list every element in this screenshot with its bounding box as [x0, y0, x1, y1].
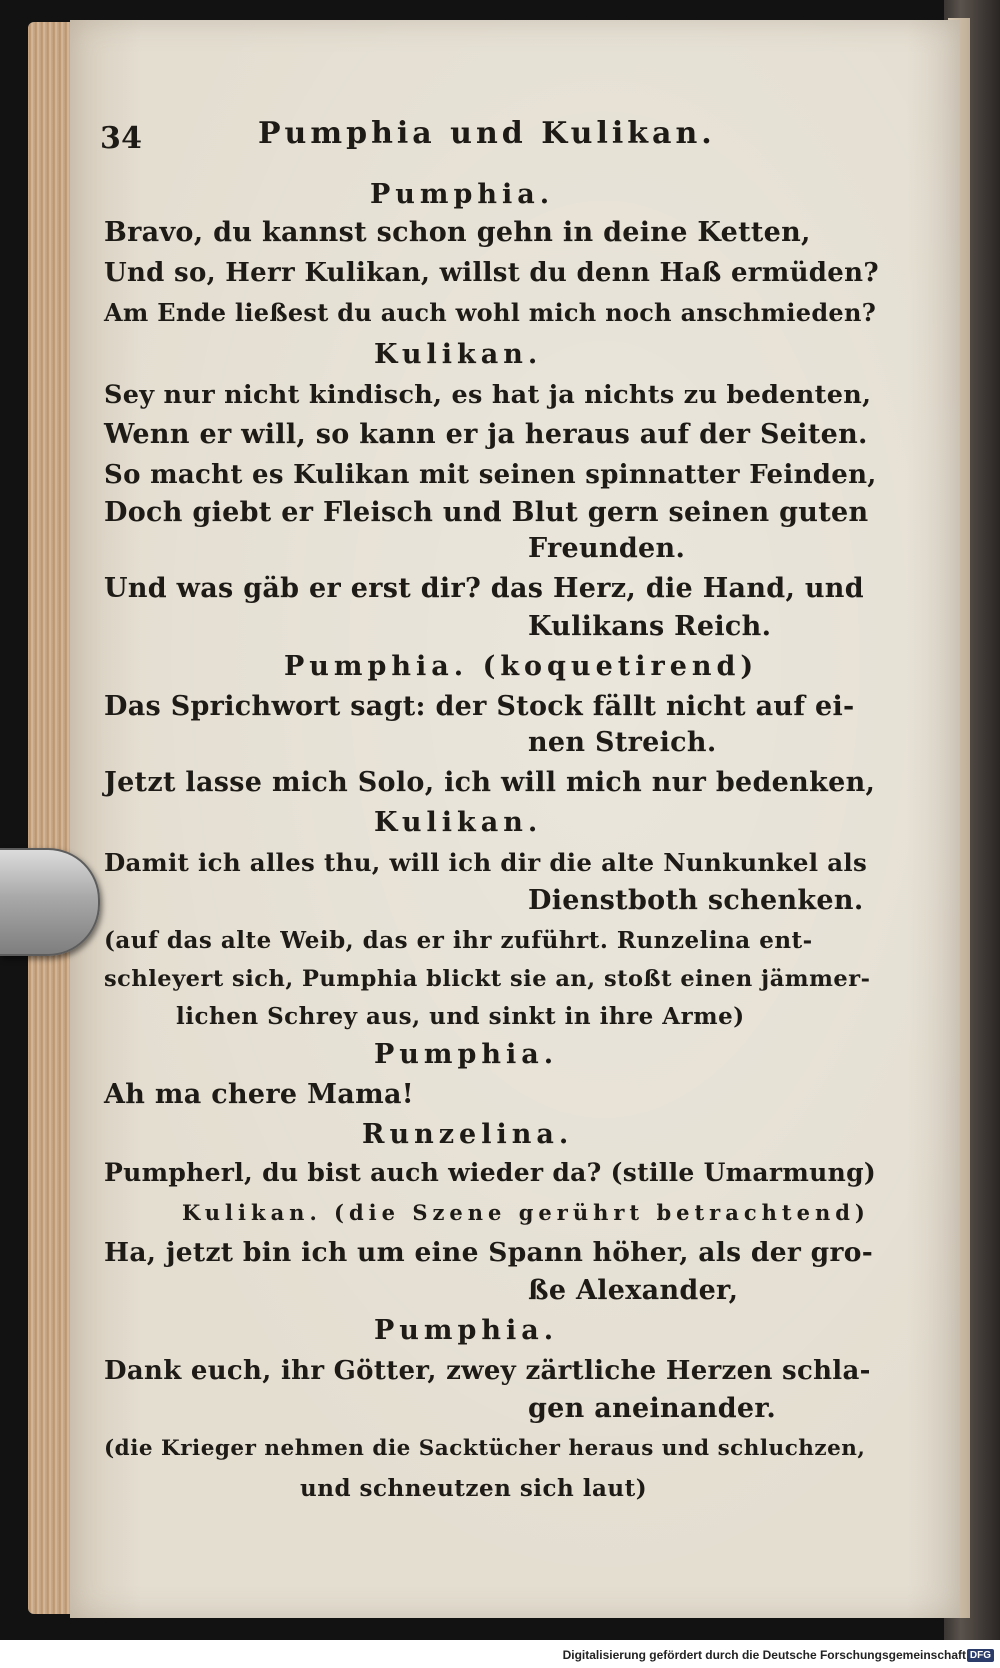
- verse-line: Am Ende ließest du auch wohl mich noch anschmieden?: [104, 298, 877, 327]
- verse-line: Freunden.: [528, 533, 686, 564]
- verse-line: Ah ma chere Mama!: [104, 1079, 414, 1110]
- running-title: Pumphia und Kulikan.: [258, 116, 716, 151]
- book-page-edges: [28, 22, 76, 1614]
- stage-direction: (auf das alte Weib, das er ihr zuführt. Runzelina ent-: [104, 927, 813, 954]
- book-clamp: [0, 848, 100, 956]
- dfg-logo: DFG: [967, 1649, 994, 1662]
- verse-line: Sey nur nicht kindisch, es hat ja nichts zu bedenten,: [104, 380, 872, 410]
- verse-line: ße Alexander,: [528, 1275, 739, 1306]
- stage-direction: lichen Schrey aus, und sinkt in ihre Arme): [176, 1003, 745, 1030]
- verse-line: So macht es Kulikan mit seinen spinnatter Feinden,: [104, 460, 877, 490]
- verse-line: Wenn er will, so kann er ja heraus auf der Seiten.: [104, 419, 868, 450]
- verse-line: gen aneinander.: [528, 1393, 777, 1424]
- footer-bar: [0, 1640, 1000, 1668]
- speaker-name: Kulikan.: [374, 339, 543, 370]
- verse-line: Doch giebt er Fleisch und Blut gern seinen guten: [104, 497, 869, 528]
- speaker-name: Kulikan.: [374, 807, 543, 838]
- stage-direction: (die Krieger nehmen die Sacktücher heraus und schluchzen,: [104, 1436, 866, 1461]
- verse-line: Damit ich alles thu, will ich dir die alte Nunkunkel als: [104, 848, 868, 877]
- speaker-name: Pumphia.: [374, 1039, 559, 1070]
- verse-line: Das Sprichwort sagt: der Stock fällt nicht auf ei-: [104, 691, 855, 722]
- verse-line: Dienstboth schenken.: [528, 885, 864, 916]
- stage-direction: und schneutzen sich laut): [300, 1475, 648, 1502]
- verse-line: Jetzt lasse mich Solo, ich will mich nur bedenken,: [104, 767, 876, 798]
- verse-line: Dank euch, ihr Götter, zwey zärtliche Herzen schla-: [104, 1356, 871, 1386]
- speaker-name: Kulikan. (die Szene gerührt betrachtend): [182, 1200, 870, 1225]
- stage-direction: schleyert sich, Pumphia blickt sie an, stoßt einen jämmer-: [104, 966, 871, 992]
- verse-line: Bravo, du kannst schon gehn in deine Ketten,: [104, 217, 811, 248]
- verse-line: Ha, jetzt bin ich um eine Spann höher, als der gro-: [104, 1237, 874, 1268]
- verse-line: Kulikans Reich.: [528, 611, 772, 642]
- footer-credit: Digitalisierung gefördert durch die Deutsche Forschungsgemeinschaft: [562, 1648, 966, 1662]
- speaker-name: Pumphia.: [374, 1315, 559, 1346]
- speaker-name: Pumphia.: [370, 179, 555, 210]
- speaker-name: Runzelina.: [362, 1119, 574, 1150]
- verse-line: nen Streich.: [528, 727, 717, 758]
- speaker-name: Pumphia. (koquetirend): [284, 651, 759, 682]
- verse-line: Und so, Herr Kulikan, willst du denn Haß ermüden?: [104, 258, 879, 288]
- verse-line: Und was gäb er erst dir? das Herz, die Hand, und: [104, 573, 864, 604]
- page-number: 34: [100, 121, 143, 156]
- verse-line: Pumpherl, du bist auch wieder da? (stille Umarmung): [104, 1158, 877, 1187]
